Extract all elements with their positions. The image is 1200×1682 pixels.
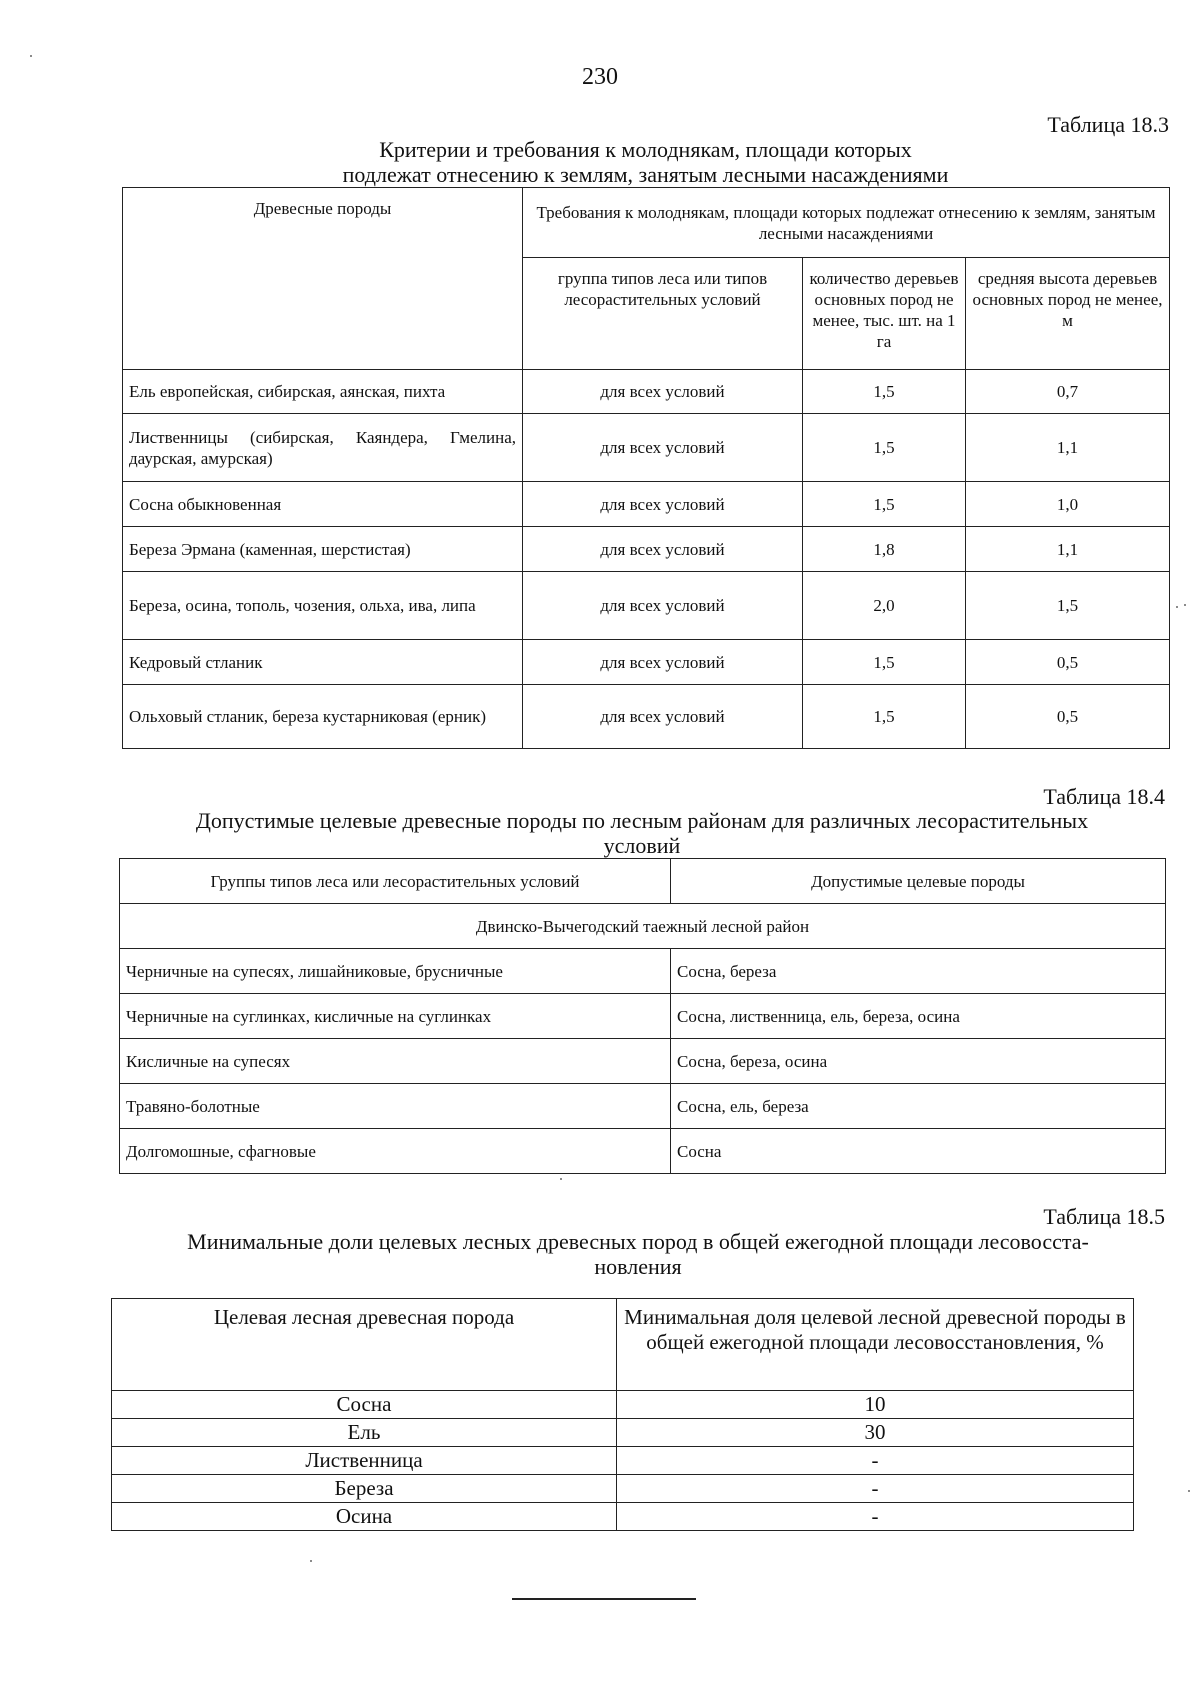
table-row xyxy=(123,527,1170,572)
height-cell: 0,5 xyxy=(966,685,1170,749)
table-18-5-label: Таблица 18.5 xyxy=(1043,1204,1165,1229)
conditions-cell: для всех условий xyxy=(523,572,803,640)
table-row xyxy=(112,1391,1134,1419)
table-18-4-caption xyxy=(119,808,1165,858)
conditions-cell: для всех условий xyxy=(523,414,803,482)
species-cell: Лиственницы (сибирская, Каяндера, Гмелина, даурская, амурская) xyxy=(123,414,523,482)
share-cell: 10 xyxy=(617,1391,1134,1419)
species-cell: Береза, осина, тополь, чозения, ольха, ива, липа xyxy=(123,572,523,640)
table-18-3 xyxy=(122,187,1170,749)
species-cell: Сосна xyxy=(671,1129,1166,1174)
height-cell: 0,7 xyxy=(966,370,1170,414)
species-cell: Сосна, лиственница, ель, береза, осина xyxy=(671,994,1166,1039)
footnote-separator xyxy=(512,1598,696,1600)
height-cell: 1,5 xyxy=(966,572,1170,640)
table-row xyxy=(112,1447,1134,1475)
share-cell: - xyxy=(617,1475,1134,1503)
table-18-5-caption xyxy=(111,1229,1165,1279)
count-cell: 1,5 xyxy=(803,640,966,685)
scan-speck xyxy=(310,1560,312,1562)
share-cell: - xyxy=(617,1503,1134,1531)
scan-speck xyxy=(1188,1490,1190,1492)
table-row xyxy=(123,482,1170,527)
height-cell: 0,5 xyxy=(966,640,1170,685)
header-share: Минимальная доля целевой лесной древесной породы в общей ежегодной площади лесовосстановления, % xyxy=(617,1299,1134,1391)
table-18-4-label: Таблица 18.4 xyxy=(1043,784,1165,809)
species-cell: Сосна, береза xyxy=(671,949,1166,994)
header-groups: Группы типов леса или лесорастительных условий xyxy=(120,859,671,904)
group-cell: Черничные на супесях, лишайниковые, брусничные xyxy=(120,949,671,994)
species-cell: Лиственница xyxy=(112,1447,617,1475)
group-cell: Долгомошные, сфагновые xyxy=(120,1129,671,1174)
count-cell: 1,5 xyxy=(803,370,966,414)
conditions-cell: для всех условий xyxy=(523,685,803,749)
species-cell: Сосна xyxy=(112,1391,617,1419)
share-cell: - xyxy=(617,1447,1134,1475)
table-row xyxy=(120,1039,1166,1084)
species-cell: Ольховый стланик, береза кустарниковая (ерник) xyxy=(123,685,523,749)
table-18-4-caption-line1: Допустимые целевые древесные породы по лесным районам для различных лесорастительных xyxy=(195,808,1089,833)
header-avg-height: средняя высота деревьев основных пород не менее, м xyxy=(966,258,1170,370)
table-row xyxy=(123,572,1170,640)
count-cell: 2,0 xyxy=(803,572,966,640)
table-row xyxy=(120,949,1166,994)
species-cell: Береза Эрмана (каменная, шерстистая) xyxy=(123,527,523,572)
species-cell: Ель xyxy=(112,1419,617,1447)
height-cell: 1,1 xyxy=(966,414,1170,482)
header-forest-group: группа типов леса или типов лесорастительных условий xyxy=(523,258,803,370)
header-requirements: Требования к молоднякам, площади которых подлежат отнесению к землям, занятым лесными насаждениями xyxy=(523,188,1170,258)
species-cell: Ель европейская, сибирская, аянская, пихта xyxy=(123,370,523,414)
table-18-3-caption xyxy=(122,137,1169,187)
scan-speck xyxy=(30,55,32,57)
table-18-5 xyxy=(111,1298,1134,1531)
count-cell: 1,5 xyxy=(803,685,966,749)
species-cell: Осина xyxy=(112,1503,617,1531)
table-18-4 xyxy=(119,858,1166,1174)
count-cell: 1,8 xyxy=(803,527,966,572)
height-cell: 1,1 xyxy=(966,527,1170,572)
conditions-cell: для всех условий xyxy=(523,482,803,527)
table-18-5-caption-line2: новления xyxy=(594,1254,682,1279)
table-row xyxy=(112,1475,1134,1503)
header-species: Древесные породы xyxy=(123,188,523,370)
group-cell: Травяно-болотные xyxy=(120,1084,671,1129)
table-row xyxy=(123,414,1170,482)
conditions-cell: для всех условий xyxy=(523,640,803,685)
table-18-3-caption-line2: подлежат отнесению к землям, занятым лесными насаждениями xyxy=(342,162,949,187)
species-cell: Сосна обыкновенная xyxy=(123,482,523,527)
species-cell: Сосна, ель, береза xyxy=(671,1084,1166,1129)
table-row xyxy=(123,640,1170,685)
table-row xyxy=(123,685,1170,749)
height-cell: 1,0 xyxy=(966,482,1170,527)
share-cell: 30 xyxy=(617,1419,1134,1447)
conditions-cell: для всех условий xyxy=(523,370,803,414)
header-tree-count: количество деревьев основных пород не менее, тыс. шт. на 1 га xyxy=(803,258,966,370)
district-row: Двинско-Вычегодский таежный лесной район xyxy=(120,904,1166,949)
count-cell: 1,5 xyxy=(803,414,966,482)
scan-speck xyxy=(560,1178,562,1180)
scan-speck xyxy=(1184,604,1186,606)
species-cell: Береза xyxy=(112,1475,617,1503)
species-cell: Кедровый стланик xyxy=(123,640,523,685)
header-species: Допустимые целевые породы xyxy=(671,859,1166,904)
table-row xyxy=(120,1129,1166,1174)
table-row xyxy=(112,1419,1134,1447)
table-18-3-label: Таблица 18.3 xyxy=(1047,112,1169,137)
table-18-5-caption-line1: Минимальные доли целевых лесных древесных пород в общей ежегодной площади лесовосста- xyxy=(187,1229,1089,1254)
species-cell: Сосна, береза, осина xyxy=(671,1039,1166,1084)
page-number: 230 xyxy=(582,64,618,90)
conditions-cell: для всех условий xyxy=(523,527,803,572)
group-cell: Кисличные на супесях xyxy=(120,1039,671,1084)
header-species: Целевая лесная древесная порода xyxy=(112,1299,617,1391)
scan-speck xyxy=(1176,606,1178,608)
count-cell: 1,5 xyxy=(803,482,966,527)
table-row xyxy=(123,370,1170,414)
table-18-3-caption-line1: Критерии и требования к молоднякам, площади которых xyxy=(379,137,912,162)
table-row xyxy=(112,1503,1134,1531)
group-cell: Черничные на суглинках, кисличные на суглинках xyxy=(120,994,671,1039)
table-row xyxy=(120,994,1166,1039)
table-18-4-caption-line2: условий xyxy=(603,833,681,858)
table-row xyxy=(120,1084,1166,1129)
